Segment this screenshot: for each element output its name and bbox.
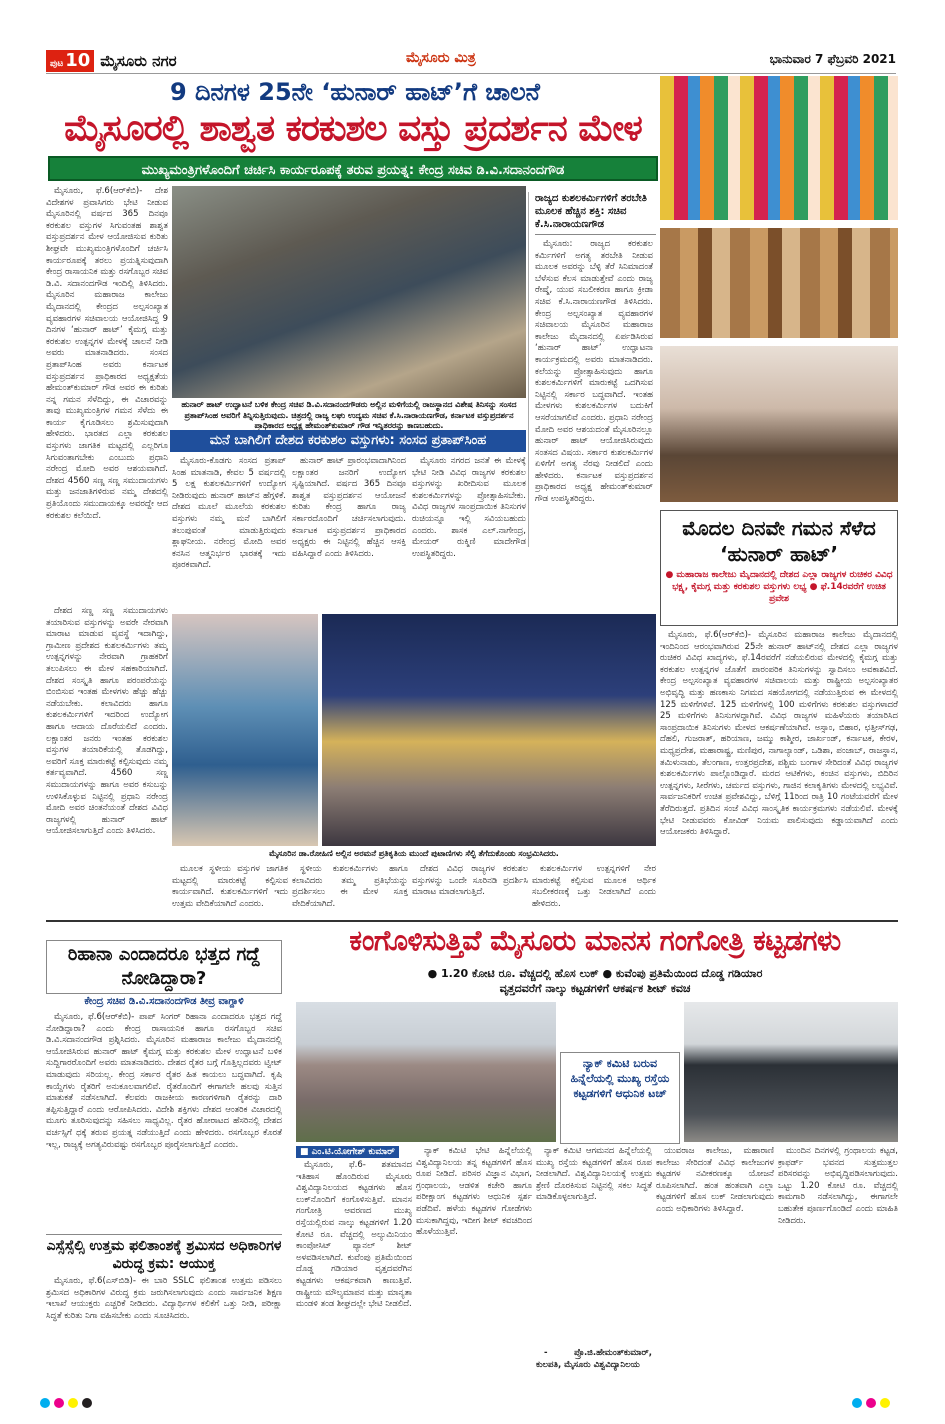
manasa-quote: - ಪ್ರೊ.ಜಿ.ಹೇಮಂತ್‌ಕುಮಾರ್, ಕುಲಪತಿ, ಮೈಸೂರು ವಿಶ್ವವಿದ್ಯಾನಿಲಯ (536, 1348, 652, 1370)
hunar-title: ಮೊದಲ ದಿನವೇ ಗಮನ ಸೆಳೆದ ‘ಹುನಾರ್ ಹಾಟ್’ (682, 516, 876, 566)
minister-sidebox (528, 192, 656, 547)
bottom-column-3: ದೇಶದ ವಿವಿಧ ರಾಜ್ಯಗಳ ಕರಕುಶಲ ವಸ್ತುಗಳನ್ನು ಒಂದೇ ಸೂರಿನಡಿ ಪ್ರದರ್ಶಿಸಿ ಮಾರಾಟ ಮಾಡಲಾಗುತ್ತಿದೆ. (412, 864, 528, 898)
registration-mark-magenta-right (866, 1398, 876, 1408)
registration-mark-cyan (40, 1398, 50, 1408)
main-photo-caption: ಹುನಾರ್ ಹಾಟ್ ಉದ್ಘಾಟನೆ ಬಳಿಕ ಕೇಂದ್ರ ಸಚಿವ ಡಿ.ವಿ.ಸದಾನಂದಗೌಡರು ಅಲ್ಲಿನ ಮಳಿಗೆಯಲ್ಲಿ ರಾಜಸ್ಥಾನದ ವಿಶೇಷ ತಿನಿಸನ್ನು ಸಂಸದ ಪ್ರತಾಪ್‌ಸಿಂಹ ಅವರಿಗೆ ತಿನ್ನಿಸುತ್ತಿರುವುದು. ಚಿತ್ರದಲ್ಲಿ ರಾಜ್ಯ ಲಘು ಉದ್ಯಮ ಸಚಿವ ಕೆ.ಸಿ.ನಾರಾಯಣಗೌಡ, ಕರ್ನಾಟಕ ವಸ್ತುಪ್ರದರ್ಶನ ಪ್ರಾಧಿಕಾರದ ಅಧ್ಯಕ್ಷ ಹೇಮಂತ್‌ಕುಮಾರ್ ಗೌಡ ಇನ್ನಿತರರನ್ನು ಕಾಣಬಹುದು. (181, 400, 517, 430)
manasa-headline: ಕಂಗೊಳಿಸುತ್ತಿವೆ ಮೈಸೂರು ಮಾನಸ ಗಂಗೋತ್ರಿ ಕಟ್ಟಡಗಳು (349, 924, 841, 957)
sslc-headline: ಎಸ್ಸೆಸ್ಸೆಲ್ಸಿ ಉತ್ತಮ ಫಲಿತಾಂಶಕ್ಕೆ ಶ್ರಮಿಸದ ಅಧಿಕಾರಿಗಳ ವಿರುದ್ಧ ಕ್ರಮ: ಆಯುಕ್ತ (46, 1234, 282, 1273)
hunar-body: ಮೈಸೂರು, ಫೆ.6(ಆರ್‌ಕೆಬಿ)- ಮೈಸೂರಿನ ಮಹಾರಾಜ ಕಾಲೇಜು ಮೈದಾನದಲ್ಲಿ ಇಂದಿನಿಂದ ಆರಂಭವಾಗಿರುವ 25ನೇ ಹುನಾರ್ ಹಾಟ್‌ನಲ್ಲಿ ದೇಶದ ಎಲ್ಲಾ ರಾಜ್ಯಗಳ ರುಚಿಕರ ವಿವಿಧ ಖಾದ್ಯಗಳು, ಫೆ.14ರವರೆಗೆ ನಡೆಯಲಿರುವ ಮೇಳದಲ್ಲಿ ಕೈಮಗ್ಗ ಮತ್ತು ಕರಕುಶಲ ಉತ್ಪನ್ನಗಳ ಜೊತೆಗೆ ಪಾರಂಪರಿಕ ತಿನಿಸುಗಳನ್ನು ಸ್ವಾದಿಸಲು ಅವಕಾಶವಿದೆ. ಕೇಂದ್ರ ಅಲ್ಪಸಂಖ್ಯಾತ ವ್ಯವಹಾರಗಳ ಸಚಿವಾಲಯ ಮತ್ತು ರಾಷ್ಟ್ರೀಯ ಅಲ್ಪಸಂಖ್ಯಾತರ ಅಭಿವೃದ್ಧಿ ಮತ್ತು ಹಣಕಾಸು ನಿಗಮದ ಸಹಯೋಗದಲ್ಲಿ ನಡೆಯುತ್ತಿರುವ ಈ ಮೇಳದಲ್ಲಿ 125 ಮಳಿಗೆಗಳಿವೆ. 125 ಮಳಿಗೆಗಳಲ್ಲಿ 100 ಮಳಿಗೆಗಳು ಕರಕುಶಲ ವಸ್ತುಗಳಾದರೆ 25 ಮಳಿಗೆಗಳು ತಿನಿಸುಗಳದ್ದಾಗಿವೆ. ವಿವಿಧ ರಾಜ್ಯಗಳ ಮಹಿಳೆಯರು ತಯಾರಿಸಿದ ಸಾಂಪ್ರದಾಯಿಕ ತಿನಿಸುಗಳು ಮೇಳದ ಆಕರ್ಷಣೆಯಾಗಿವೆ. ಅಸ್ಸಾಂ, ಬಿಹಾರ, ಛತ್ತೀಸ್‌ಗಢ, ದೆಹಲಿ, ಗುಜರಾತ್, ಹರಿಯಾಣ, ಜಮ್ಮು ಕಾಶ್ಮೀರ, ಜಾರ್ಖಂಡ್, ಕರ್ನಾಟಕ, ಕೇರಳ, ಮಧ್ಯಪ್ರದೇಶ, ಮಹಾರಾಷ್ಟ್ರ, ಮಣಿಪುರ, ನಾಗಾಲ್ಯಾಂಡ್, ಒಡಿಶಾ, ಪಂಜಾಬ್, ರಾಜಸ್ಥಾನ, ತಮಿಳುನಾಡು, ತೆಲಂಗಾಣ, ಉತ್ತರಪ್ರದೇಶ, ಪಶ್ಚಿಮ ಬಂಗಾಳ ಸೇರಿದಂತೆ ವಿವಿಧ ರಾಜ್ಯಗಳ ಕುಶಲಕರ್ಮಿಗಳು ಪಾಲ್ಗೊಂಡಿದ್ದಾರೆ. ಮರದ ಆಟಿಕೆಗಳು, ಕಂಚಿನ ವಸ್ತುಗಳು, ಬಿದಿರಿನ ಉತ್ಪನ್ನಗಳು, ಸೀರೆಗಳು, ಚರ್ಮದ ವಸ್ತುಗಳು, ಗಾಜಿನ ಕಲಾಕೃತಿಗಳು ಮೇಳದಲ್ಲಿ ಲಭ್ಯವಿವೆ. ಸಾರ್ವಜನಿಕರಿಗೆ ಉಚಿತ ಪ್ರವೇಶವಿದ್ದು, ಬೆಳಿಗ್ಗೆ 11ರಿಂದ ರಾತ್ರಿ 10 ಗಂಟೆಯವರೆಗೆ ಮೇಳ ತೆರೆದಿರುತ್ತದೆ. ಪ್ರತಿದಿನ ಸಂಜೆ ವಿವಿಧ ಸಾಂಸ್ಕೃತಿಕ ಕಾರ್ಯಕ್ರಮಗಳು ನಡೆಯಲಿವೆ. ಮೇಳಕ್ಕೆ ಭೇಟಿ ನೀಡುವವರು ಕೋವಿಡ್ ನಿಯಮ ಪಾಲಿಸುವುದು ಕಡ್ಡಾಯವಾಗಿದೆ ಎಂದು ಆಯೋಜಕರು ತಿಳಿಸಿದ್ದಾರೆ. (660, 630, 898, 838)
building-photo-1 (296, 1002, 556, 1142)
photo-strip-caption: ಮೈಸೂರಿನ ಡಾ.ರೋಹಿಣಿ ಅಲ್ಲಿನ ಅರಮನೆ ಪ್ರತಿಕೃತಿಯ ಮುಂದೆ ಪುಟಾಣಿಗಳು ಸೆಲ್ಫಿ ತೆಗೆದುಕೊಂಡು ಸಂಭ್ರಮಿಸಿದರು. (269, 849, 559, 858)
manasa-column-2: ನ್ಯಾಕ್ ಕಮಿಟಿ ಭೇಟಿ ಹಿನ್ನೆಲೆಯಲ್ಲಿ ವಿಶ್ವವಿದ್ಯಾನಿಲಯ ತನ್ನ ಕಟ್ಟಡಗಳಿಗೆ ಹೊಸ ರೂಪ ನೀಡಿದೆ. ಪರಿಸರ ವಿಜ್ಞಾನ ವಿಭಾಗ, ಗ್ರಂಥಾಲಯ, ಆಡಳಿತ ಕಚೇರಿ ಹಾಗೂ ಪರೀಕ್ಷಾಂಗ ಕಟ್ಟಡಗಳು ಆಧುನಿಕ ಸ್ಪರ್ಶ ಪಡೆದಿವೆ. ಹಳೆಯ ಕಟ್ಟಡಗಳ ಗೋಡೆಗಳು ಮಸುಕಾಗಿದ್ದವು, ಇದೀಗ ಶೀಟ್ ಕವಚದಿಂದ ಹೊಳೆಯುತ್ತಿವೆ. (416, 1146, 532, 1238)
manasa-subhead-line-2: ವೃತ್ತದವರೆಗೆ ನಾಲ್ಕು ಕಟ್ಟಡಗಳಿಗೆ ಆಕರ್ಷಕ ಶೀಟ್ ಕವಚ (499, 982, 691, 995)
pratap-heading: ಮನೆ ಬಾಗಿಲಿಗೆ ದೇಶದ ಕರಕುಶಲ ವಸ್ತುಗಳು: ಸಂಸದ ಪ್ರತಾಪ್‌ಸಿಂಹ (170, 430, 526, 452)
bottom-column-4: ಕುಶಲಕರ್ಮಿಗಳ ಉತ್ಪನ್ನಗಳಿಗೆ ನೇರ ಮಾರುಕಟ್ಟೆ ಕಲ್ಪಿಸುವ ಮೂಲಕ ಆರ್ಥಿಕ ಸಬಲೀಕರಣಕ್ಕೆ ಒತ್ತು ನೀಡಲಾಗಿದೆ ಎಂದು ಹೇಳಿದರು. (532, 864, 656, 909)
sidebox-heading: ರಾಜ್ಯದ ಕುಶಲಕರ್ಮಿಗಳಿಗೆ ತರಬೇತಿ ಮೂಲಕ ಹೆಚ್ಚಿನ ಶಕ್ತಿ: ಸಚಿವ ಕೆ.ಸಿ.ನಾರಾಯಣಗೌಡ (535, 192, 656, 235)
lead-kicker: 9 ದಿನಗಳ 25ನೇ ‘ಹುನಾರ್ ಹಾಟ್’ಗೆ ಚಾಲನೆ (169, 78, 540, 106)
pratap-column-3: ಮೈಸೂರು ನಗರದ ಜನತೆ ಈ ಮೇಳಕ್ಕೆ ಭೇಟಿ ನೀಡಿ ವಿವಿಧ ರಾಜ್ಯಗಳ ಕರಕುಶಲ ವಸ್ತುಗಳನ್ನು ಖರೀದಿಸುವ ಮೂಲಕ ಕುಶಲಕರ್ಮಿಗಳನ್ನು ಪ್ರೋತ್ಸಾಹಿಸಬೇಕು. ವಿವಿಧ ರಾಜ್ಯಗಳ ಸಾಂಪ್ರದಾಯಿಕ ತಿನಿಸುಗಳ ರುಚಿಯನ್ನೂ ಇಲ್ಲಿ ಸವಿಯಬಹುದು ಎಂದರು. ಶಾಸಕ ಎಲ್.ನಾಗೇಂದ್ರ, ಮೇಯರ್ ರುಕ್ಮಿಣಿ ಮಾದೇಗೌಡ ಉಪಸ್ಥಿತರಿದ್ದರು. (412, 456, 526, 559)
manasa-column-1: ಮೈಸೂರು, ಫೆ.6- ಶತಮಾನದ ಇತಿಹಾಸ ಹೊಂದಿರುವ ಮೈಸೂರು ವಿಶ್ವವಿದ್ಯಾನಿಲಯದ ಕಟ್ಟಡಗಳು ಹೊಸ ಲುಕ್‌ನೊಂದಿಗೆ ಕಂಗೊಳಿಸುತ್ತಿವೆ. ಮಾನಸ ಗಂಗೋತ್ರಿ ಆವರಣದ ಮುಖ್ಯ ರಸ್ತೆಯಲ್ಲಿರುವ ನಾಲ್ಕು ಕಟ್ಟಡಗಳಿಗೆ 1.20 ಕೋಟಿ ರೂ. ವೆಚ್ಚದಲ್ಲಿ ಅಲ್ಯುಮಿನಿಯಂ ಕಾಂಪೋಸಿಟ್ ಪ್ಯಾನಲ್ ಶೀಟ್ ಅಳವಡಿಸಲಾಗಿದೆ. ಕುವೆಂಪು ಪ್ರತಿಮೆಯಿಂದ ದೊಡ್ಡ ಗಡಿಯಾರ ವೃತ್ತದವರೆಗಿನ ಕಟ್ಟಡಗಳು ಆಕರ್ಷಕವಾಗಿ ಕಾಣುತ್ತಿವೆ. ರಾಷ್ಟ್ರೀಯ ಮೌಲ್ಯಮಾಪನ ಮತ್ತು ಮಾನ್ಯತಾ ಮಂಡಳಿ ತಂಡ ಶೀಘ್ರದಲ್ಲೇ ಭೇಟಿ ನೀಡಲಿದೆ. (296, 1160, 412, 1310)
lamps-photo (660, 346, 898, 502)
lead-subhead: ಮುಖ್ಯಮಂತ್ರಿಗಳೊಂದಿಗೆ ಚರ್ಚಿಸಿ ಕಾರ್ಯರೂಪಕ್ಕೆ ತರುವ ಪ್ರಯತ್ನ: ಕೇಂದ್ರ ಸಚಿವ ಡಿ.ವಿ.ಸದಾನಂದಗೌಡ (48, 156, 658, 181)
naac-box: ನ್ಯಾಕ್ ಕಮಿಟಿ ಬರುವ ಹಿನ್ನೆಲೆಯಲ್ಲಿ ಮುಖ್ಯ ರಸ್ತೆಯ ಕಟ್ಟಡಗಳಿಗೆ ಆಧುನಿಕ ಟಚ್ (560, 1052, 680, 1144)
section-name: ಮೈಸೂರು ನಗರ (100, 52, 177, 70)
building-photo-3 (684, 1002, 898, 1142)
crafts-photo (660, 228, 898, 338)
lead-column-1: ಮೈಸೂರು, ಫೆ.6(ಆರ್‌ಕೆಬಿ)- ದೇಶ ವಿದೇಶಗಳ ಪ್ರವಾಸಿಗರು ಭೇಟಿ ನೀಡುವ ಮೈಸೂರಿನಲ್ಲಿ ವರ್ಷದ 365 ದಿನವೂ ಕರಕುಶಲ ವಸ್ತುಗಳ ಸಿಗುವಂತಹ ಶಾಶ್ವತ ವಸ್ತುಪ್ರದರ್ಶನ ಮೇಳ ಆಯೋಜಿಸುವ ಕುರಿತು ಶೀಘ್ರವೇ ಮುಖ್ಯಮಂತ್ರಿಗಳೊಂದಿಗೆ ಚರ್ಚಿಸಿ ಕಾರ್ಯರೂಪಕ್ಕೆ ತರಲು ಪ್ರಯತ್ನಿಸುವುದಾಗಿ ಕೇಂದ್ರ ರಾಸಾಯನಿಕ ಮತ್ತು ರಸಗೊಬ್ಬರ ಸಚಿವ ಡಿ.ವಿ. ಸದಾನಂದಗೌಡ ಇಂದಿಲ್ಲಿ ತಿಳಿಸಿದರು. ಮೈಸೂರಿನ ಮಹಾರಾಜ ಕಾಲೇಜು ಮೈದಾನದಲ್ಲಿ ಕೇಂದ್ರದ ಅಲ್ಪಸಂಖ್ಯಾತ ವ್ಯವಹಾರಗಳ ಸಚಿವಾಲಯ ಆಯೋಜಿಸಿದ್ದ 9 ದಿನಗಳ ‘ಹುನಾರ್ ಹಾಟ್’ ಕೈಮಗ್ಗ ಮತ್ತು ಕರಕುಶಲ ಉತ್ಪನ್ನಗಳ ಮೇಳಕ್ಕೆ ಚಾಲನೆ ನೀಡಿ ಅವರು ಮಾತನಾಡಿದರು. ಸಂಸದ ಪ್ರತಾಪ್‌ಸಿಂಹ ಅವರು ಕರ್ನಾಟಕ ವಸ್ತುಪ್ರದರ್ಶನ ಪ್ರಾಧಿಕಾರದ ಅಧ್ಯಕ್ಷತೆಯ ಹೇಮಂತ್‌ಕುಮಾರ್ ಗೌಡ ಅವರ ಈ ಕುರಿತು ನನ್ನ ಗಮನ ಸೆಳೆದಿದ್ದು, ಈ ವಿಚಾರವನ್ನು ತಾವು ಮುಖ್ಯಮಂತ್ರಿಗಳ ಗಮನ ಸೆಳೆದು ಈ ಕಾರ್ಯ ಕೈಗೂಡಿಸಲು ಶ್ರಮಿಸುವುದಾಗಿ ಹೇಳಿದರು. ಭಾರತದ ಎಲ್ಲಾ ಕರಕುಶಲ ವಸ್ತುಗಳು ಜಾಗತಿಕ ಮಟ್ಟದಲ್ಲಿ ಎಲ್ಲರಿಗೂ ಸಿಗುವಂತಾಗಬೇಕು ಎಂಬುದು ಪ್ರಧಾನಿ ನರೇಂದ್ರ ಮೋದಿ ಅವರ ಆಶಯವಾಗಿದೆ. ದೇಶದ 4560 ಸಣ್ಣ ಸಣ್ಣ ಸಮುದಾಯಗಳು ಮತ್ತು ಜನಜಾತಿಗಳಿರುವ ನಮ್ಮ ದೇಶದಲ್ಲಿ ಪ್ರತಿಯೊಂದು ಸಮುದಾಯಕ್ಕೂ ಅವರದ್ದೇ ಆದ ಕರಕುಶಲ ಕಲೆಯಿದೆ. (46, 186, 168, 521)
pratap-column-1: ಮೈಸೂರು-ಕೊಡಗು ಸಂಸದ ಪ್ರತಾಪ್ ಸಿಂಹ ಮಾತನಾಡಿ, ಕೇವಲ 5 ವರ್ಷದಲ್ಲಿ 5 ಲಕ್ಷ ಕುಶಲಕರ್ಮಿಗಳಿಗೆ ಉದ್ಯೋಗ ನೀಡಿರುವುದು ಹುನಾರ್ ಹಾಟ್‌ನ ಹೆಗ್ಗಳಿಕೆ. ದೇಶದ ಮೂಲೆ ಮೂಲೆಯ ಕರಕುಶಲ ವಸ್ತುಗಳು ನಮ್ಮ ಮನೆ ಬಾಗಿಲಿಗೆ ತಲುಪುವಂತೆ ಮಾಡುತ್ತಿರುವುದು ಶ್ಲಾಘನೀಯ. ನರೇಂದ್ರ ಮೋದಿ ಅವರ ಕನಸಿನ ಆತ್ಮನಿರ್ಭರ ಭಾರತಕ್ಕೆ ಇದು ಪೂರಕವಾಗಿದೆ. (172, 456, 286, 571)
rihana-headline: ರಿಹಾನಾ ಎಂದಾದರೂ ಭತ್ತದ ಗದ್ದೆ ನೋಡಿದ್ದಾರಾ? (46, 940, 282, 994)
manasa-column-3: ನ್ಯಾಕ್ ಕಮಿಟಿ ಆಗಮನದ ಹಿನ್ನೆಲೆಯಲ್ಲಿ ಮುಖ್ಯ ರಸ್ತೆಯ ಕಟ್ಟಡಗಳಿಗೆ ಹೊಸ ರೂಪ ನೀಡಲಾಗಿದೆ. ವಿಶ್ವವಿದ್ಯಾನಿಲಯಕ್ಕೆ ಉತ್ತಮ ಶ್ರೇಣಿ ದೊರಕಿಸುವ ನಿಟ್ಟಿನಲ್ಲಿ ಸಕಲ ಸಿದ್ಧತೆ ಮಾಡಿಕೊಳ್ಳಲಾಗುತ್ತಿದೆ. (536, 1146, 652, 1203)
hunar-subtitle: ● ಮಹಾರಾಜ ಕಾಲೇಜು ಮೈದಾನದಲ್ಲಿ ದೇಶದ ಎಲ್ಲಾ ರಾಜ್ಯಗಳ ರುಚಿಕರ ವಿವಿಧ ಭಕ್ಷ್ಯ, ಕೈಮಗ್ಗ ಮತ್ತು ಕರಕುಶಲ ವಸ್ತುಗಳು ಲಭ್ಯ ● ಫೆ.14ರವರೆಗೆ ಉಚಿತ ಪ್ರವೇಶ (665, 570, 893, 604)
registration-mark-yellow-right (880, 1398, 890, 1408)
manasa-subhead-line-1: ● 1.20 ಕೋಟಿ ರೂ. ವೆಚ್ಚದಲ್ಲಿ ಹೊಸ ಲುಕ್ ● ಕುವೆಂಪು ಪ್ರತಿಮೆಯಿಂದ ದೊಡ್ಡ ಗಡಿಯಾರ (427, 967, 763, 980)
newspaper-logo: ಮೈಸೂರು ಮಿತ್ರ (406, 50, 476, 66)
main-event-photo (172, 186, 526, 398)
palace-replica-photo (322, 614, 656, 846)
registration-mark-cyan-right (852, 1398, 862, 1408)
lead-column-1b: ದೇಶದ ಸಣ್ಣ ಸಣ್ಣ ಸಮುದಾಯಗಳು ತಯಾರಿಸುವ ವಸ್ತುಗಳನ್ನು ಅವರೇ ನೇರವಾಗಿ ಮಾರಾಟ ಮಾಡುವ ವ್ಯವಸ್ಥೆ ಇದಾಗಿದ್ದು, ಗ್ರಾಮೀಣ ಪ್ರದೇಶದ ಕುಶಲಕರ್ಮಿಗಳು ತಮ್ಮ ಉತ್ಪನ್ನಗಳನ್ನು ನೇರವಾಗಿ ಗ್ರಾಹಕರಿಗೆ ತಲುಪಿಸಲು ಈ ಮೇಳ ಸಹಕಾರಿಯಾಗಿದೆ. ದೇಶದ ಸಂಸ್ಕೃತಿ ಹಾಗೂ ಪರಂಪರೆಯನ್ನು ಬಿಂಬಿಸುವ ಇಂತಹ ಮೇಳಗಳು ಹೆಚ್ಚು ಹೆಚ್ಚು ನಡೆಯಬೇಕು. ಕಲಾವಿದರು ಹಾಗೂ ಕುಶಲಕರ್ಮಿಗಳಿಗೆ ಇದರಿಂದ ಉದ್ಯೋಗ ಹಾಗೂ ಆದಾಯ ದೊರೆಯಲಿದೆ ಎಂದರು. ಲಕ್ಷಾಂತರ ಜನರು ಇಂತಹ ಕರಕುಶಲ ವಸ್ತುಗಳ ತಯಾರಿಕೆಯಲ್ಲಿ ತೊಡಗಿದ್ದು, ಅವರಿಗೆ ಸೂಕ್ತ ಮಾರುಕಟ್ಟೆ ಕಲ್ಪಿಸುವುದು ನಮ್ಮ ಕರ್ತವ್ಯವಾಗಿದೆ. 4560 ಸಣ್ಣ ಸಮುದಾಯಗಳನ್ನು ಹಾಗೂ ಅವರ ಕಸುಬನ್ನು ಉಳಿಸಿಕೊಳ್ಳುವ ನಿಟ್ಟಿನಲ್ಲಿ ಪ್ರಧಾನಿ ನರೇಂದ್ರ ಮೋದಿ ಅವರ ಚಿಂತನೆಯಂತೆ ದೇಶದ ವಿವಿಧ ರಾಜ್ಯಗಳಲ್ಲಿ ಹುನಾರ್ ಹಾಟ್ ಆಯೋಜಿಸಲಾಗುತ್ತಿದೆ ಎಂದು ತಿಳಿಸಿದರು. (46, 606, 168, 837)
manasa-subhead (290, 966, 900, 996)
registration-mark-yellow (68, 1398, 78, 1408)
rihana-body: ಮೈಸೂರು, ಫೆ.6(ಆರ್‌ಕೆಬಿ)- ಪಾಪ್ ಸಿಂಗರ್ ರಿಹಾನಾ ಎಂದಾದರೂ ಭತ್ತದ ಗದ್ದೆ ನೋಡಿದ್ದಾರಾ? ಎಂದು ಕೇಂದ್ರ ರಾಸಾಯನಿಕ ಹಾಗೂ ರಸಗೊಬ್ಬರ ಸಚಿವ ಡಿ.ವಿ.ಸದಾನಂದಗೌಡ ಪ್ರಶ್ನಿಸಿದರು. ಮೈಸೂರಿನ ಮಹಾರಾಜ ಕಾಲೇಜು ಮೈದಾನದಲ್ಲಿ ಆಯೋಜಿಸಿರುವ ಹುನಾರ್ ಹಾಟ್ ಕೈಮಗ್ಗ ಮತ್ತು ಕರಕುಶಲ ಮೇಳ ಉದ್ಘಾಟನೆ ಬಳಿಕ ಸುದ್ದಿಗಾರರೊಂದಿಗೆ ಅವರು ಮಾತನಾಡಿದರು. ದೇಶದ ರೈತರ ಬಗ್ಗೆ ಗೊತ್ತಿಲ್ಲದವರು ಟ್ವೀಟ್ ಮಾಡುವುದು ಸರಿಯಲ್ಲ. ಕೇಂದ್ರ ಸರ್ಕಾರ ರೈತರ ಹಿತ ಕಾಯಲು ಬದ್ಧವಾಗಿದೆ. ಕೃಷಿ ಕಾಯ್ದೆಗಳು ರೈತರಿಗೆ ಅನುಕೂಲವಾಗಲಿವೆ. ರೈತರೊಂದಿಗೆ ಈಗಾಗಲೇ ಹಲವು ಸುತ್ತಿನ ಮಾತುಕತೆ ನಡೆಸಲಾಗಿದೆ. ಕೆಲವರು ರಾಜಕೀಯ ಕಾರಣಗಳಿಗಾಗಿ ರೈತರನ್ನು ದಾರಿ ತಪ್ಪಿಸುತ್ತಿದ್ದಾರೆ ಎಂದು ಆರೋಪಿಸಿದರು. ವಿದೇಶಿ ಶಕ್ತಿಗಳು ದೇಶದ ಆಂತರಿಕ ವಿಚಾರದಲ್ಲಿ ಮೂಗು ತೂರಿಸುವುದನ್ನು ಸಹಿಸಲು ಸಾಧ್ಯವಿಲ್ಲ. ರೈತರ ಹೋರಾಟದ ಹೆಸರಿನಲ್ಲಿ ದೇಶದ ವರ್ಚಸ್ಸಿಗೆ ಧಕ್ಕೆ ತರುವ ಪ್ರಯತ್ನ ನಡೆಯುತ್ತಿದೆ ಎಂದು ಹೇಳಿದರು. ರಸಗೊಬ್ಬರ ಕೊರತೆ ಇಲ್ಲ, ರಾಜ್ಯಕ್ಕೆ ಅಗತ್ಯವಿರುವಷ್ಟು ರಸಗೊಬ್ಬರ ಪೂರೈಸಲಾಗುತ್ತಿದೆ ಎಂದರು. (46, 1012, 282, 1150)
pratap-column-2: ಹುನಾರ್ ಹಾಟ್ ಪ್ರಾರಂಭವಾದಾಗಿನಿಂದ ಲಕ್ಷಾಂತರ ಜನರಿಗೆ ಉದ್ಯೋಗ ಸೃಷ್ಟಿಯಾಗಿದೆ. ವರ್ಷದ 365 ದಿನವೂ ಶಾಶ್ವತ ವಸ್ತುಪ್ರದರ್ಶನ ಆಯೋಜನೆ ಕುರಿತು ಕೇಂದ್ರ ಹಾಗೂ ರಾಜ್ಯ ಸರ್ಕಾರದೊಂದಿಗೆ ಚರ್ಚಿಸಲಾಗುವುದು. ಕರ್ನಾಟಕ ವಸ್ತುಪ್ರದರ್ಶನ ಪ್ರಾಧಿಕಾರದ ಅಧ್ಯಕ್ಷರು ಈ ನಿಟ್ಟಿನಲ್ಲಿ ಹೆಚ್ಚಿನ ಆಸಕ್ತಿ ವಹಿಸಿದ್ದಾರೆ ಎಂದು ತಿಳಿಸಿದರು. (292, 456, 406, 559)
registration-mark-magenta (54, 1398, 64, 1408)
bottom-column-1: ಮೂಲಕ ಸ್ಥಳೀಯ ವಸ್ತುಗಳ ಜಾಗತಿಕ ಮಟ್ಟದಲ್ಲಿ ಮಾರುಕಟ್ಟೆ ಕಲ್ಪಿಸುವ ಕಾರ್ಯವಾಗಿದೆ. ಕುಶಲಕರ್ಮಿಗಳಿಗೆ ಇದು ಉತ್ತಮ ವೇದಿಕೆಯಾಗಿದೆ ಎಂದರು. (172, 864, 288, 909)
dateline: ಭಾನುವಾರ 7 ಫೆಬ್ರವರಿ 2021 (769, 52, 896, 66)
puppets-photo (660, 76, 898, 220)
sidebox-body: ಮೈಸೂರು: ರಾಜ್ಯದ ಕರಕುಶಲ ಕರ್ಮಿಗಳಿಗೆ ಅಗತ್ಯ ತರಬೇತಿ ನೀಡುವ ಮೂಲಕ ಅವರನ್ನು ಬೆಳ್ಳಿ ತೆರೆ ಸಿನಿಮಾದಂತೆ ಬೆಳೆಸುವ ಕೆಲಸ ಮಾಡುತ್ತೇವೆ ಎಂದು ರಾಜ್ಯ ರೇಷ್ಮೆ, ಯುವ ಸಬಲೀಕರಣ ಹಾಗೂ ಕ್ರೀಡಾ ಸಚಿವ ಕೆ.ಸಿ.ನಾರಾಯಣಗೌಡ ತಿಳಿಸಿದರು. ಕೇಂದ್ರ ಅಲ್ಪಸಂಖ್ಯಾತ ವ್ಯವಹಾರಗಳ ಸಚಿವಾಲಯ ಮೈಸೂರಿನ ಮಹಾರಾಜ ಕಾಲೇಜು ಮೈದಾನದಲ್ಲಿ ಏರ್ಪಡಿಸಿರುವ ‘ಹುನಾರ್ ಹಾಟ್’ ಉದ್ಘಾಟನಾ ಕಾರ್ಯಕ್ರಮದಲ್ಲಿ ಅವರು ಮಾತನಾಡಿದರು. ಕಲೆಯನ್ನು ಪ್ರೋತ್ಸಾಹಿಸುವುದು ಹಾಗೂ ಕುಶಲಕರ್ಮಿಗಳಿಗೆ ಮಾರುಕಟ್ಟೆ ಒದಗಿಸುವ ನಿಟ್ಟಿನಲ್ಲಿ ಸರ್ಕಾರ ಬದ್ಧವಾಗಿದೆ. ಇಂತಹ ಮೇಳಗಳು ಕುಶಲಕರ್ಮಿಗಳ ಬದುಕಿಗೆ ಆಸರೆಯಾಗಲಿವೆ ಎಂದರು. ಪ್ರಧಾನಿ ನರೇಂದ್ರ ಮೋದಿ ಅವರ ಆಶಯದಂತೆ ಮೈಸೂರಿನಲ್ಲೂ ಹುನಾರ್ ಹಾಟ್ ಆಯೋಜಿಸಿರುವುದು ಸಂತಸದ ವಿಷಯ. ಸರ್ಕಾರ ಕುಶಲಕರ್ಮಿಗಳ ಏಳಿಗೆಗೆ ಅಗತ್ಯ ನೆರವು ನೀಡಲಿದೆ ಎಂದು ಹೇಳಿದರು. ಕರ್ನಾಟಕ ವಸ್ತುಪ್ರದರ್ಶನ ಪ್ರಾಧಿಕಾರದ ಅಧ್ಯಕ್ಷ ಹೇಮಂತ್‌ಕುಮಾರ್ ಗೌಡ ಉಪಸ್ಥಿತರಿದ್ದರು. (535, 239, 653, 505)
bottom-column-2: ಸ್ಥಳೀಯ ಕುಶಲಕರ್ಮಿಗಳು ಹಾಗೂ ಕಲಾವಿದರು ತಮ್ಮ ಪ್ರತಿಭೆಯನ್ನು ಪ್ರದರ್ಶಿಸಲು ಈ ಮೇಳ ಸೂಕ್ತ ವೇದಿಕೆಯಾಗಿದೆ. (292, 864, 408, 909)
hunar-haat-box (660, 510, 898, 626)
page-number-badge: ಪುಟ 10 (46, 50, 94, 72)
lead-headline: ಮೈಸೂರಲ್ಲಿ ಶಾಶ್ವತ ಕರಕುಶಲ ವಸ್ತು ಪ್ರದರ್ಶನ ಮೇಳ (64, 108, 642, 149)
registration-mark-black (82, 1398, 92, 1408)
masthead (46, 50, 896, 74)
section-divider (46, 920, 898, 922)
page-label (46, 50, 177, 72)
sslc-body: ಮೈಸೂರು, ಫೆ.6(ಎಸ್‌ಬಿಡಿ)- ಈ ಬಾರಿ SSLC ಫಲಿತಾಂಶ ಉತ್ತಮ ಪಡಿಸಲು ಶ್ರಮಿಸದ ಅಧಿಕಾರಿಗಳ ವಿರುದ್ಧ ಕ್ರಮ ಜರುಗಿಸಲಾಗುವುದು ಎಂದು ಸಾರ್ವಜನಿಕ ಶಿಕ್ಷಣ ಇಲಾಖೆ ಆಯುಕ್ತರು ಎಚ್ಚರಿಕೆ ನೀಡಿದರು. ವಿದ್ಯಾರ್ಥಿಗಳ ಕಲಿಕೆಗೆ ಒತ್ತು ನೀಡಿ, ಪರೀಕ್ಷಾ ಸಿದ್ಧತೆ ಕುರಿತು ನಿಗಾ ವಹಿಸಬೇಕು ಎಂದು ಸೂಚಿಸಿದರು. (46, 1276, 282, 1321)
manasa-column-5: ಮುಂದಿನ ದಿನಗಳಲ್ಲಿ ಗ್ರಂಥಾಲಯ ಕಟ್ಟಡ, ಕ್ರಾಫರ್ಡ್ ಭವನದ ಸುತ್ತಮುತ್ತಲ ಪರಿಸರವನ್ನು ಅಭಿವೃದ್ಧಿಪಡಿಸಲಾಗುವುದು. ಒಟ್ಟು 1.20 ಕೋಟಿ ರೂ. ವೆಚ್ಚದಲ್ಲಿ ಕಾಮಗಾರಿ ನಡೆಸಲಾಗಿದ್ದು, ಈಗಾಗಲೇ ಬಹುತೇಕ ಪೂರ್ಣಗೊಂಡಿದೆ ಎಂದು ಮಾಹಿತಿ ನೀಡಿದರು. (778, 1146, 898, 1226)
rihana-subhead: ಕೇಂದ್ರ ಸಚಿವ ಡಿ.ವಿ.ಸದಾನಂದಗೌಡ ತೀವ್ರ ವಾಗ್ದಾಳಿ (84, 996, 244, 1007)
stall-photo (172, 614, 318, 846)
manasa-author: ■ ಎಂ.ಟಿ.ಯೋಗೇಶ್ ಕುಮಾರ್ (296, 1146, 399, 1158)
manasa-column-4: ಯುವರಾಜ ಕಾಲೇಜು, ಮಹಾರಾಣಿ ಕಾಲೇಜು ಸೇರಿದಂತೆ ವಿವಿಧ ಕಾಲೇಜುಗಳ ಕಟ್ಟಡಗಳ ನವೀಕರಣಕ್ಕೂ ಯೋಜನೆ ರೂಪಿಸಲಾಗಿದೆ. ಹಂತ ಹಂತವಾಗಿ ಎಲ್ಲಾ ಕಟ್ಟಡಗಳಿಗೆ ಹೊಸ ಲುಕ್ ನೀಡಲಾಗುವುದು ಎಂದು ಅಧಿಕಾರಿಗಳು ತಿಳಿಸಿದ್ದಾರೆ. (656, 1146, 774, 1214)
